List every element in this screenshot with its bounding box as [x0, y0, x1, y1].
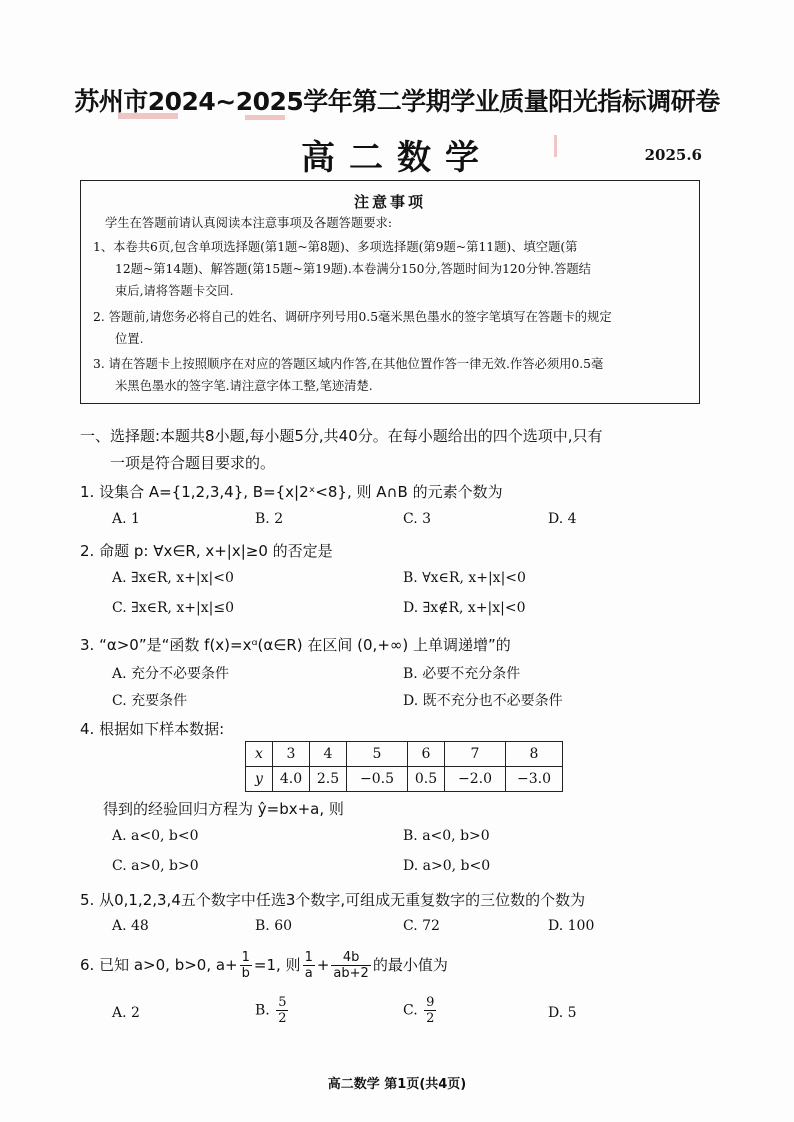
section-heading-cont: 一项是符合题目要求的。	[110, 454, 276, 472]
table-cell: 3	[273, 742, 310, 767]
q6-option-c	[403, 995, 438, 1026]
numerator: 1	[304, 950, 313, 965]
question-4-follow: 得到的经验回归方程为 ŷ=bx+a, 则	[103, 800, 344, 818]
table-cell: 2.5	[310, 767, 347, 792]
notice-line: 2. 答题前,请您务必将自己的姓名、调研序列号用0.5毫米黑色墨水的签字笔填写在答题卡的规定	[93, 310, 612, 324]
denominator: 2	[278, 1011, 287, 1026]
table-cell: 0.5	[408, 767, 445, 792]
question-5-stem: 5. 从0,1,2,3,4五个数字中任选3个数字,可组成无重复数字的三位数的个数为	[80, 891, 586, 909]
numerator: 4b	[331, 950, 370, 966]
q6-option-d: D. 5	[548, 1005, 577, 1021]
q6-stem-part: 6. 已知 a>0, b>0, a+	[80, 956, 238, 974]
q6-option-a: A. 2	[112, 1005, 140, 1021]
q2-option-d: D. ∃x∉R, x+|x|<0	[403, 600, 526, 616]
q1-option-d: D. 4	[548, 511, 577, 527]
table-row	[246, 742, 563, 767]
denominator: ab+2	[333, 966, 369, 981]
exam-title: 苏州市2024~2025学年第二学期学业质量阳光指标调研卷	[74, 87, 720, 116]
option-label: B.	[255, 1002, 270, 1019]
numerator: 1	[241, 950, 250, 965]
notice-title: 注意事项	[353, 193, 426, 211]
table-header-x: x	[246, 742, 273, 767]
table-cell: 6	[408, 742, 445, 767]
q3-option-d: D. 既不充分也不必要条件	[403, 693, 563, 709]
question-2-stem: 2. 命题 p: ∀x∈R, x+|x|≥0 的否定是	[80, 542, 333, 560]
notice-line: 学生在答题前请认真阅读本注意事项及各题答题要求:	[105, 216, 392, 230]
table-cell: 5	[347, 742, 408, 767]
q3-option-b: B. 必要不充分条件	[403, 666, 521, 682]
notice-line: 束后,请将答题卡交回.	[115, 284, 234, 298]
q3-option-c: C. 充要条件	[112, 693, 188, 709]
option-label: C.	[403, 1002, 418, 1019]
denominator: a	[304, 966, 313, 981]
table-cell: −0.5	[347, 767, 408, 792]
notice-line: 1、本卷共6页,包含单项选择题(第1题~第8题)、多项选择题(第9题~第11题)、填空题(第	[93, 240, 578, 254]
question-4-stem: 4. 根据如下样本数据:	[80, 720, 225, 738]
q1-option-a: A. 1	[112, 511, 140, 527]
table-cell: 7	[445, 742, 506, 767]
table-cell: 8	[506, 742, 563, 767]
q2-option-b: B. ∀x∈R, x+|x|<0	[403, 570, 526, 586]
q6-stem-part: 的最小值为	[372, 956, 448, 974]
question-6-stem	[80, 950, 448, 981]
page-footer: 高二数学 第1页(共4页)	[327, 1077, 467, 1092]
fraction	[424, 995, 436, 1026]
notice-line: 12题~第14题)、解答题(第15题~第19题).本卷满分150分,答题时间为120分钟.答题结	[115, 262, 591, 276]
q4-option-b: B. a<0, b>0	[403, 828, 490, 844]
q1-option-b: B. 2	[255, 511, 284, 527]
q4-option-d: D. a>0, b<0	[403, 858, 491, 874]
fraction	[303, 950, 315, 981]
numerator: 5	[278, 995, 287, 1010]
sample-data-table	[245, 741, 563, 792]
table-cell: 4.0	[273, 767, 310, 792]
numerator: 9	[426, 995, 435, 1010]
section-heading: 一、选择题:本题共8小题,每小题5分,共40分。在每小题给出的四个选项中,只有	[80, 427, 603, 445]
question-1-stem: 1. 设集合 A={1,2,3,4}, B={x|2ˣ<8}, 则 A∩B 的元素个数为	[80, 483, 503, 501]
q4-option-a: A. a<0, b<0	[112, 828, 199, 844]
q6-stem-part: +	[316, 956, 330, 974]
table-cell: −2.0	[445, 767, 506, 792]
q3-option-a: A. 充分不必要条件	[112, 666, 230, 682]
subject-title: 高二数学	[301, 138, 493, 178]
q5-option-b: B. 60	[255, 918, 293, 934]
table-cell: 4	[310, 742, 347, 767]
fraction	[276, 995, 288, 1026]
fraction	[240, 950, 252, 981]
q5-option-d: D. 100	[548, 918, 595, 934]
q5-option-a: A. 48	[112, 918, 149, 934]
table-cell: −3.0	[506, 767, 563, 792]
table-header-y: y	[246, 767, 273, 792]
notice-line: 米黑色墨水的签字笔.请注意字体工整,笔迹清楚.	[115, 379, 373, 393]
q5-option-c: C. 72	[403, 918, 440, 934]
denominator: b	[241, 966, 250, 981]
q4-option-c: C. a>0, b>0	[112, 858, 199, 874]
table-row	[246, 767, 563, 792]
question-3-stem: 3. “α>0”是“函数 f(x)=xᵅ(α∈R) 在区间 (0,+∞) 上单调递增”的	[80, 636, 511, 654]
denominator: 2	[426, 1011, 435, 1026]
notice-line: 位置.	[115, 332, 144, 346]
q6-stem-part: =1, 则	[253, 956, 301, 974]
fraction	[331, 950, 370, 981]
exam-date: 2025.6	[644, 146, 702, 164]
notice-line: 3. 请在答题卡上按照顺序在对应的答题区域内作答,在其他位置作答一律无效.作答必须用0.5毫	[93, 357, 604, 371]
notice-box	[80, 180, 700, 404]
q2-option-c: C. ∃x∈R, x+|x|≤0	[112, 600, 235, 616]
q2-option-a: A. ∃x∈R, x+|x|<0	[112, 570, 234, 586]
q6-option-b	[255, 995, 290, 1026]
q1-option-c: C. 3	[403, 511, 432, 527]
